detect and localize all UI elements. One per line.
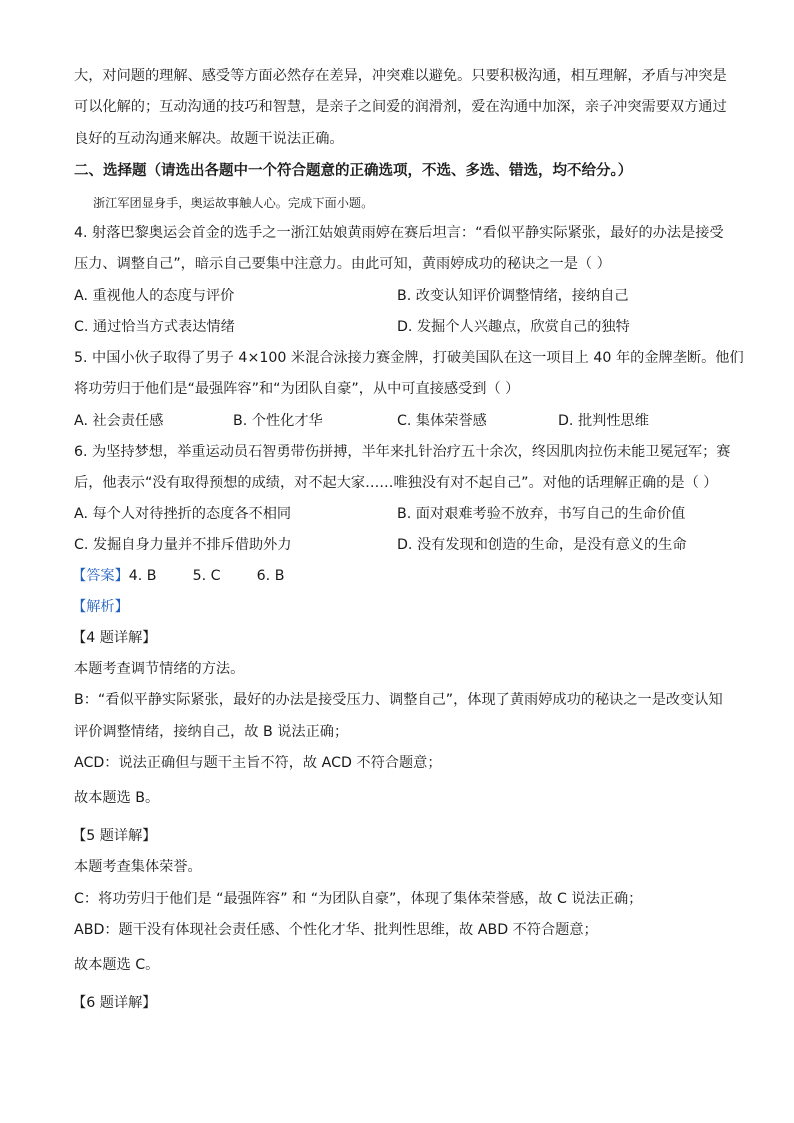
q5-stem-line-2: 将功劳归于他们是“最强阵容”和“为团队自豪”，从中可直接感受到（ ） <box>74 381 520 397</box>
q6-stem-line-2: 后，他表示“没有取得预想的成绩，对不起大家……唯独没有对不起自己”。对他的话理解正确的是（ ） <box>74 475 718 491</box>
q5-option-a: A. 社会责任感 <box>74 413 164 429</box>
q4-stem-line-1: 4. 射落巴黎奥运会首金的选手之一浙江姑娘黄雨婷在赛后坦言：“看似平静实际紧张，最好的办法是接受 <box>74 225 724 241</box>
detail4-line-2: B：“看似平静实际紧张，最好的办法是接受压力、调整自己”，体现了黄雨婷成功的秘诀之一是改变认知 <box>74 692 723 708</box>
q6-option-d: D. 没有发现和创造的生命，是没有意义的生命 <box>397 537 687 553</box>
analysis-tag: 【解析】 <box>72 599 129 615</box>
intro-line-1: 大，对问题的理解、感受等方面必然存在差异，冲突难以避免。只要积极沟通，相互理解，矛盾与冲突是 <box>74 68 727 84</box>
answer-line <box>72 566 284 586</box>
section-heading: 二、选择题（请选出各题中一个符合题意的正确选项，不选、多选、错选，均不给分。） <box>74 163 633 179</box>
detail4-line-1: 本题考查调节情绪的方法。 <box>74 661 245 677</box>
detail4-line-3: 评价调整情绪，接纳自己，故 B 说法正确； <box>74 724 349 740</box>
answer-values: 4. B 5. C 6. B <box>128 568 285 584</box>
detail5-line-2: C：将功劳归于他们是 “最强阵容” 和 “为团队自豪”，体现了集体荣誉感，故 C 说法正确； <box>74 891 643 907</box>
q6-option-a: A. 每个人对待挫折的态度各不相同 <box>74 506 292 522</box>
intro-line-3: 良好的互动沟通来解决。故题干说法正确。 <box>74 131 344 147</box>
q4-option-c: C. 通过恰当方式表达情绪 <box>74 319 235 335</box>
answer-tag: 【答案】 <box>72 568 129 584</box>
q5-option-b: B. 个性化才华 <box>233 413 323 429</box>
q4-stem-line-2: 压力、调整自己”，暗示自己要集中注意力。由此可知，黄雨婷成功的秘诀之一是（ ） <box>74 256 611 272</box>
detail5-line-1: 本题考查集体荣誉。 <box>74 859 202 875</box>
detail5-line-4: 故本题选 C。 <box>74 957 160 973</box>
detail4-line-5: 故本题选 B。 <box>74 790 160 806</box>
q4-option-d: D. 发掘个人兴趣点，欣赏自己的独特 <box>397 319 630 335</box>
q5-option-d: D. 批判性思维 <box>558 413 649 429</box>
detail5-heading: 【5 题详解】 <box>72 828 157 844</box>
q5-option-c: C. 集体荣誉感 <box>397 413 487 429</box>
detail4-line-4: ACD：说法正确但与题干主旨不符，故 ACD 不符合题意； <box>74 755 442 771</box>
q6-stem-line-1: 6. 为坚持梦想，举重运动员石智勇带伤拼搏，半年来扎针治疗五十余次，终因肌肉拉伤未能卫冕冠军；赛 <box>74 444 731 460</box>
q4-option-b: B. 改变认知评价调整情绪，接纳自己 <box>397 288 629 304</box>
q4-option-a: A. 重视他人的态度与评价 <box>74 288 235 304</box>
q5-stem-line-1: 5. 中国小伙子取得了男子 4×100 米混合泳接力赛金牌，打破美国队在这一项目上 40 年的金牌垄断。他们 <box>74 350 744 366</box>
detail5-line-3: ABD：题干没有体现社会责任感、个性化才华、批判性思维，故 ABD 不符合题意； <box>74 922 598 938</box>
q6-option-c: C. 发掘自身力量并不排斥借助外力 <box>74 537 292 553</box>
material-intro: 浙江军团显身手，奥运故事触人心。完成下面小题。 <box>93 196 374 210</box>
intro-line-2: 可以化解的；互动沟通的技巧和智慧，是亲子之间爱的润滑剂，爱在沟通中加深，亲子冲突需要双方通过 <box>74 99 727 115</box>
detail6-heading: 【6 题详解】 <box>72 995 157 1011</box>
q6-option-b: B. 面对艰难考验不放弃，书写自己的生命价值 <box>397 506 686 522</box>
detail4-heading: 【4 题详解】 <box>72 630 157 646</box>
